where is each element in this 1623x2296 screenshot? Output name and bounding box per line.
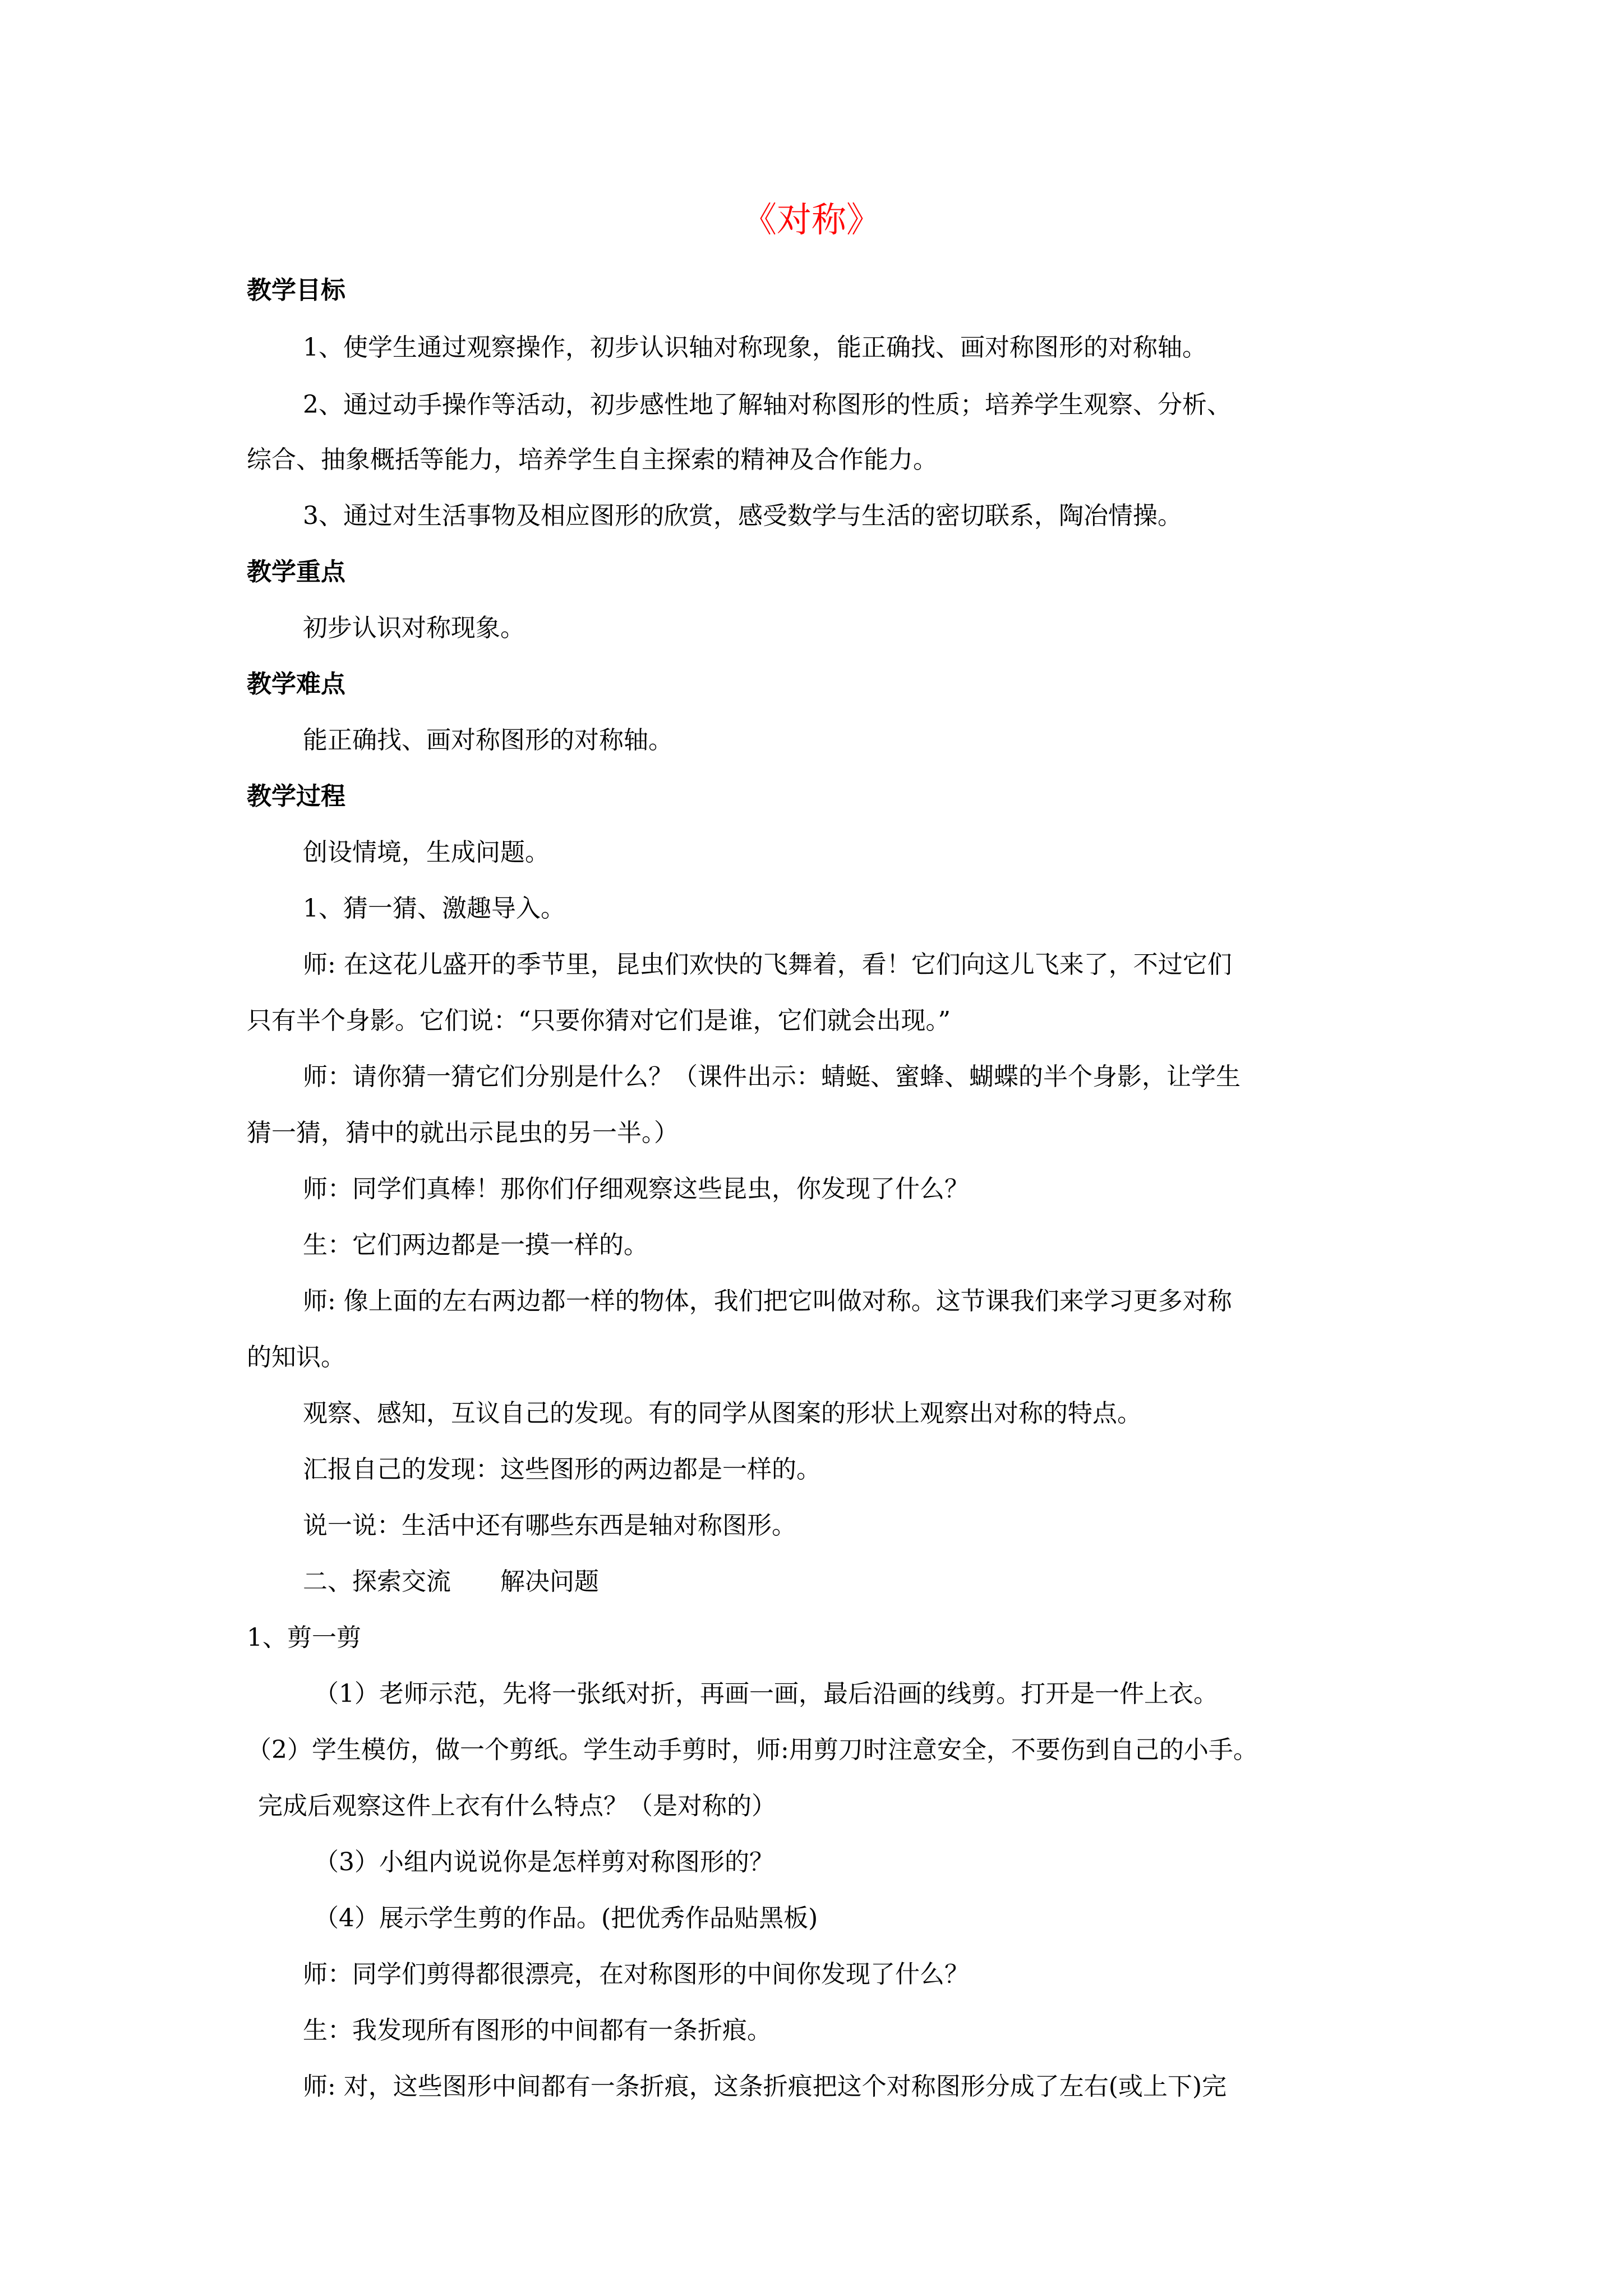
paragraph-line: （4）展示学生剪的作品。(把优秀作品贴黑板) — [314, 1904, 818, 1932]
paragraph-line: 创设情境，生成问题。 — [303, 838, 550, 867]
section-heading: 二、探索交流 解决问题 — [303, 1567, 599, 1596]
paragraph-line: 只有半个身影。它们说：“只要你猜对它们是谁，它们就会出现。” — [247, 1006, 951, 1035]
subsection-heading: 1、剪一剪 — [247, 1623, 361, 1652]
paragraph-line: 生：我发现所有图形的中间都有一条折痕。 — [303, 2016, 772, 2045]
paragraph-line: 师：请你猜一猜它们分别是什么？（课件出示：蜻蜓、蜜蜂、蝴蝶的半个身影，让学生 — [303, 1062, 1241, 1091]
paragraph-line: 师: 像上面的左右两边都一样的物体，我们把它叫做对称。这节课我们来学习更多对称 — [303, 1287, 1232, 1315]
paragraph-line: 初步认识对称现象。 — [303, 614, 525, 642]
heading-difficulties: 教学难点 — [247, 670, 345, 698]
paragraph-line: 师: 在这花儿盛开的季节里，昆虫们欢快的飞舞着，看！它们向这儿飞来了，不过它们 — [303, 950, 1232, 979]
paragraph-line: 综合、抽象概括等能力，培养学生自主探索的精神及合作能力。 — [247, 445, 938, 474]
paragraph-line: 猜一猜，猜中的就出示昆虫的另一半。） — [247, 1119, 679, 1147]
paragraph-line: 完成后观察这件上衣有什么特点？（是对称的） — [258, 1792, 776, 1820]
paragraph-line: （3）小组内说说你是怎样剪对称图形的？ — [314, 1848, 774, 1876]
document-title: 《对称》 — [741, 199, 881, 240]
paragraph-line: 汇报自己的发现：这些图形的两边都是一样的。 — [303, 1455, 821, 1484]
paragraph-line: （1）老师示范，先将一张纸对折，再画一画，最后沿画的线剪。打开是一件上衣。 — [314, 1680, 1218, 1708]
heading-process: 教学过程 — [247, 782, 345, 811]
paragraph-line: 1、猜一猜、激趣导入。 — [303, 894, 565, 923]
paragraph-line: 师：同学们剪得都很漂亮，在对称图形的中间你发现了什么？ — [303, 1960, 969, 1989]
paragraph-line: 2、通过动手操作等活动，初步感性地了解轴对称图形的性质；培养学生观察、分析、 — [303, 390, 1232, 419]
paragraph-line: 的知识。 — [247, 1343, 345, 1372]
paragraph-line: 生：它们两边都是一摸一样的。 — [303, 1231, 648, 1259]
paragraph-line: 师: 对，这些图形中间都有一条折痕，这条折痕把这个对称图形分成了左右(或上下)完 — [303, 2072, 1227, 2101]
paragraph-line: （2）学生模仿，做一个剪纸。学生动手剪时，师:用剪刀时注意安全，不要伤到自己的小手。 — [247, 1736, 1258, 1764]
paragraph-line: 师：同学们真棒！那你们仔细观察这些昆虫，你发现了什么？ — [303, 1175, 969, 1203]
paragraph-line: 观察、感知，互议自己的发现。有的同学从图案的形状上观察出对称的特点。 — [303, 1399, 1142, 1428]
paragraph-line: 能正确找、画对称图形的对称轴。 — [303, 726, 673, 754]
heading-teaching-goals: 教学目标 — [247, 276, 345, 305]
paragraph-line: 3、通过对生活事物及相应图形的欣赏，感受数学与生活的密切联系，陶冶情操。 — [303, 501, 1182, 530]
heading-key-points: 教学重点 — [247, 558, 345, 586]
paragraph-line: 说一说：生活中还有哪些东西是轴对称图形。 — [303, 1511, 796, 1540]
paragraph-line: 1、使学生通过观察操作，初步认识轴对称现象，能正确找、画对称图形的对称轴。 — [303, 333, 1207, 362]
